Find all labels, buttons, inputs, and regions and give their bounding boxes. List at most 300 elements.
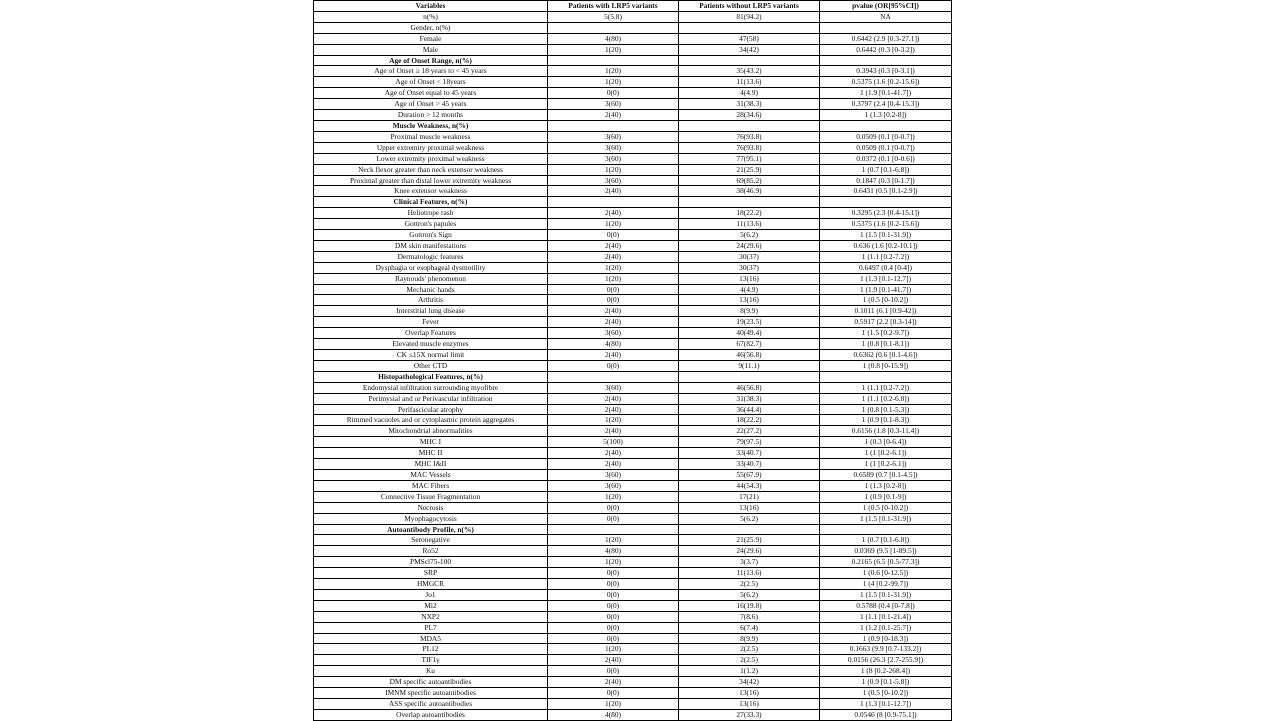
cell-variable: DM skin manifestations bbox=[314, 240, 548, 251]
cell-variable: Heliotrope rash bbox=[314, 208, 548, 219]
cell-with-lrp5: 2(40) bbox=[548, 677, 679, 688]
table-row bbox=[314, 295, 952, 306]
cell-with-lrp5: 5(100) bbox=[548, 437, 679, 448]
table-row bbox=[314, 709, 952, 720]
cell-pvalue: 0.0369 (9.5 [1-89.5]) bbox=[820, 546, 952, 557]
table-row bbox=[314, 240, 952, 251]
results-table bbox=[313, 0, 952, 721]
cell-with-lrp5: 2(40) bbox=[548, 393, 679, 404]
cell-with-lrp5: 1(20) bbox=[548, 44, 679, 55]
cell-with-lrp5: 0(0) bbox=[548, 88, 679, 99]
cell-without-lrp5: 67(82.7) bbox=[679, 339, 820, 350]
cell-without-lrp5: 13(16) bbox=[679, 688, 820, 699]
cell-pvalue: 0.1847 (0.3 [0-1.7]) bbox=[820, 175, 952, 186]
cell-with-lrp5: 3(60) bbox=[548, 382, 679, 393]
table-row bbox=[314, 655, 952, 666]
table-row bbox=[314, 284, 952, 295]
cell-with-lrp5: 3(60) bbox=[548, 142, 679, 153]
cell-with-lrp5: 1(20) bbox=[548, 219, 679, 230]
cell-variable: Perimysial and or Perivascular infiltration bbox=[314, 393, 548, 404]
table-row bbox=[314, 262, 952, 273]
cell-with-lrp5 bbox=[548, 197, 679, 208]
table-row bbox=[314, 350, 952, 361]
cell-variable: Overlap Features bbox=[314, 328, 548, 339]
cell-without-lrp5: 13(16) bbox=[679, 502, 820, 513]
table-row bbox=[314, 382, 952, 393]
table-row bbox=[314, 317, 952, 328]
cell-without-lrp5: 46(56.8) bbox=[679, 382, 820, 393]
cell-without-lrp5: 38(46.9) bbox=[679, 186, 820, 197]
cell-without-lrp5: 31(38.3) bbox=[679, 99, 820, 110]
table-row bbox=[314, 415, 952, 426]
table-row bbox=[314, 110, 952, 121]
table-row bbox=[314, 568, 952, 579]
table-row bbox=[314, 677, 952, 688]
cell-variable: PL7 bbox=[314, 622, 548, 633]
cell-without-lrp5 bbox=[679, 371, 820, 382]
cell-variable: Upper extremity proximal weakness bbox=[314, 142, 548, 153]
cell-with-lrp5 bbox=[548, 524, 679, 535]
table-row bbox=[314, 142, 952, 153]
cell-with-lrp5: 2(40) bbox=[548, 350, 679, 361]
cell-variable: DM specific autoantibodies bbox=[314, 677, 548, 688]
cell-with-lrp5: 2(40) bbox=[548, 240, 679, 251]
cell-variable: PL12 bbox=[314, 644, 548, 655]
cell-without-lrp5: 13(16) bbox=[679, 273, 820, 284]
header-with-lrp5: Patients with LRP5 variants bbox=[548, 1, 679, 12]
table-row bbox=[314, 404, 952, 415]
cell-pvalue: 1 (1.5 [0.1-31.9]) bbox=[820, 513, 952, 524]
cell-without-lrp5 bbox=[679, 524, 820, 535]
cell-variable: Mi2 bbox=[314, 600, 548, 611]
table-row bbox=[314, 611, 952, 622]
table-row bbox=[314, 688, 952, 699]
cell-variable: Connective Tissue Fragmentation bbox=[314, 491, 548, 502]
cell-variable: CK ≤15X normal limit bbox=[314, 350, 548, 361]
cell-without-lrp5: 11(13.6) bbox=[679, 219, 820, 230]
cell-pvalue: 0.0156 (26.3 [2.7-255.9]) bbox=[820, 655, 952, 666]
cell-without-lrp5: 81(94.2) bbox=[679, 11, 820, 22]
cell-without-lrp5: 9(11.1) bbox=[679, 360, 820, 371]
cell-without-lrp5: 76(93.8) bbox=[679, 131, 820, 142]
cell-pvalue: 0.3943 (0.3 [0-3.1]) bbox=[820, 66, 952, 77]
cell-pvalue: 0.6442 (0.3 [0-3.2]) bbox=[820, 44, 952, 55]
cell-variable: Gender, n(%) bbox=[314, 22, 548, 33]
cell-pvalue: 0.3797 (2.4 [0.4-15.3]) bbox=[820, 99, 952, 110]
cell-with-lrp5: 0(0) bbox=[548, 230, 679, 241]
cell-without-lrp5: 21(25.9) bbox=[679, 535, 820, 546]
cell-without-lrp5: 8(9.9) bbox=[679, 306, 820, 317]
cell-without-lrp5: 5(6.2) bbox=[679, 230, 820, 241]
cell-pvalue bbox=[820, 524, 952, 535]
cell-variable: Clinical Features, n(%) bbox=[314, 197, 548, 208]
cell-pvalue: 1 (1 [0.2-6.1]) bbox=[820, 448, 952, 459]
cell-without-lrp5: 3(3.7) bbox=[679, 557, 820, 568]
cell-pvalue: 1 (0.8 [0-15.9]) bbox=[820, 360, 952, 371]
cell-with-lrp5: 1(20) bbox=[548, 557, 679, 568]
cell-pvalue: 0.5917 (2.2 [0.3-14]) bbox=[820, 317, 952, 328]
cell-variable: Dysphagia or esophageal dysmotility bbox=[314, 262, 548, 273]
cell-variable: Age of Onset equal to 45 years bbox=[314, 88, 548, 99]
table-row bbox=[314, 579, 952, 590]
cell-variable: Neck flexor greater than neck extensor weakness bbox=[314, 164, 548, 175]
cell-with-lrp5: 0(0) bbox=[548, 611, 679, 622]
cell-pvalue: 1 (1.1 [0.2-6.8]) bbox=[820, 393, 952, 404]
cell-variable: Seronegative bbox=[314, 535, 548, 546]
table-row bbox=[314, 88, 952, 99]
cell-with-lrp5: 1(20) bbox=[548, 273, 679, 284]
cell-without-lrp5: 1(1.2) bbox=[679, 666, 820, 677]
cell-without-lrp5: 77(95.1) bbox=[679, 153, 820, 164]
table-row bbox=[314, 600, 952, 611]
cell-variable: Duration > 12 months bbox=[314, 110, 548, 121]
table-row bbox=[314, 448, 952, 459]
cell-variable: Raynouds' phenomenon bbox=[314, 273, 548, 284]
cell-pvalue: 1 (0.9 [0-18.3]) bbox=[820, 633, 952, 644]
table-row bbox=[314, 360, 952, 371]
cell-pvalue: 0.636 (1.6 [0.2-10.1]) bbox=[820, 240, 952, 251]
cell-pvalue: 1 (4 [0.2-99.7]) bbox=[820, 579, 952, 590]
table-row bbox=[314, 251, 952, 262]
table-row bbox=[314, 339, 952, 350]
cell-without-lrp5: 28(34.6) bbox=[679, 110, 820, 121]
cell-pvalue: 1 (0.5 [0-10.2]) bbox=[820, 295, 952, 306]
section-header-row bbox=[314, 371, 952, 382]
cell-pvalue: 1 (0.7 [0.1-6.8]) bbox=[820, 535, 952, 546]
table-row bbox=[314, 230, 952, 241]
cell-without-lrp5 bbox=[679, 120, 820, 131]
table-row bbox=[314, 393, 952, 404]
cell-without-lrp5: 34(42) bbox=[679, 677, 820, 688]
table-row bbox=[314, 469, 952, 480]
cell-without-lrp5: 4(4.9) bbox=[679, 88, 820, 99]
cell-without-lrp5: 19(23.5) bbox=[679, 317, 820, 328]
cell-variable: MDA5 bbox=[314, 633, 548, 644]
cell-variable: MAC Fibers bbox=[314, 480, 548, 491]
table-row bbox=[314, 306, 952, 317]
cell-pvalue: 0.5375 (1.6 [0.2-15.6]) bbox=[820, 219, 952, 230]
table-row bbox=[314, 437, 952, 448]
table-row bbox=[314, 77, 952, 88]
cell-pvalue: 1 (1 [0.2-6.1]) bbox=[820, 459, 952, 470]
table-row bbox=[314, 153, 952, 164]
cell-without-lrp5: 27(33.3) bbox=[679, 709, 820, 720]
cell-variable: Dermatologic features bbox=[314, 251, 548, 262]
cell-pvalue: 0.6497 (0.4 [0-4]) bbox=[820, 262, 952, 273]
cell-pvalue: 1 (1.5 [0.1-31.9]) bbox=[820, 589, 952, 600]
table-row bbox=[314, 66, 952, 77]
cell-with-lrp5: 3(60) bbox=[548, 175, 679, 186]
section-header-row bbox=[314, 120, 952, 131]
cell-without-lrp5: 13(16) bbox=[679, 699, 820, 710]
cell-pvalue: 0.6362 (0.6 [0.1-4.6]) bbox=[820, 350, 952, 361]
cell-pvalue bbox=[820, 371, 952, 382]
cell-with-lrp5: 3(60) bbox=[548, 469, 679, 480]
cell-pvalue: 1 (1.9 [0.1-41.7]) bbox=[820, 284, 952, 295]
table-row bbox=[314, 480, 952, 491]
cell-pvalue: 1 (0.8 [0.1-5.3]) bbox=[820, 404, 952, 415]
cell-without-lrp5: 33(40.7) bbox=[679, 459, 820, 470]
cell-with-lrp5: 1(20) bbox=[548, 699, 679, 710]
cell-pvalue: 1 (0.5 [0-10.2]) bbox=[820, 688, 952, 699]
cell-with-lrp5: 0(0) bbox=[548, 568, 679, 579]
table-row bbox=[314, 208, 952, 219]
cell-with-lrp5: 3(60) bbox=[548, 153, 679, 164]
table-row bbox=[314, 99, 952, 110]
cell-pvalue: 1 (1.3 [0.2-8]) bbox=[820, 110, 952, 121]
cell-pvalue bbox=[820, 22, 952, 33]
cell-pvalue: 0.5788 (0.4 [0-7.8]) bbox=[820, 600, 952, 611]
cell-variable: Elevated muscle enzymes bbox=[314, 339, 548, 350]
cell-with-lrp5: 1(20) bbox=[548, 66, 679, 77]
cell-with-lrp5: 0(0) bbox=[548, 622, 679, 633]
table-row bbox=[314, 699, 952, 710]
cell-with-lrp5: 0(0) bbox=[548, 589, 679, 600]
cell-with-lrp5: 2(40) bbox=[548, 459, 679, 470]
cell-pvalue bbox=[820, 120, 952, 131]
cell-variable: Male bbox=[314, 44, 548, 55]
cell-with-lrp5: 2(40) bbox=[548, 251, 679, 262]
header-row bbox=[314, 1, 952, 12]
cell-with-lrp5: 3(60) bbox=[548, 328, 679, 339]
cell-pvalue: 1 (1.1 [0.1-21.4]) bbox=[820, 611, 952, 622]
cell-without-lrp5: 2(2.5) bbox=[679, 644, 820, 655]
cell-with-lrp5: 3(60) bbox=[548, 131, 679, 142]
table-row bbox=[314, 131, 952, 142]
cell-variable: MHC I bbox=[314, 437, 548, 448]
cell-pvalue: 0.0509 (0.1 [0-0.7]) bbox=[820, 142, 952, 153]
cell-variable: Fever bbox=[314, 317, 548, 328]
cell-pvalue: 0.0546 (8 [0.9-75.1]) bbox=[820, 709, 952, 720]
cell-without-lrp5: 30(37) bbox=[679, 262, 820, 273]
cell-with-lrp5: 2(40) bbox=[548, 317, 679, 328]
table-row bbox=[314, 273, 952, 284]
cell-pvalue: 1 (8 [0.2-268.4]) bbox=[820, 666, 952, 677]
cell-variable: Lower extremity proximal weakness bbox=[314, 153, 548, 164]
cell-with-lrp5: 0(0) bbox=[548, 513, 679, 524]
cell-variable: Perifascicular atrophy bbox=[314, 404, 548, 415]
cell-pvalue: 1 (0.8 [0.1-8.1]) bbox=[820, 339, 952, 350]
cell-pvalue: NA bbox=[820, 11, 952, 22]
header-pvalue: pvalue (OR[95%CI]) bbox=[820, 1, 952, 12]
cell-without-lrp5: 11(13.6) bbox=[679, 568, 820, 579]
cell-pvalue: 0.6156 (1.8 [0.3-11.4]) bbox=[820, 426, 952, 437]
table-row bbox=[314, 328, 952, 339]
cell-without-lrp5: 33(40.7) bbox=[679, 448, 820, 459]
cell-without-lrp5: 30(37) bbox=[679, 251, 820, 262]
table-row bbox=[314, 219, 952, 230]
cell-variable: MAC Vessels bbox=[314, 469, 548, 480]
cell-with-lrp5: 4(80) bbox=[548, 709, 679, 720]
cell-pvalue: 1 (0.9 [0.1-9]) bbox=[820, 491, 952, 502]
cell-pvalue: 0.6442 (2.9 [0.3-27.1]) bbox=[820, 33, 952, 44]
cell-without-lrp5: 5(6.2) bbox=[679, 589, 820, 600]
table-row bbox=[314, 186, 952, 197]
cell-with-lrp5: 2(40) bbox=[548, 426, 679, 437]
cell-with-lrp5: 1(20) bbox=[548, 535, 679, 546]
cell-pvalue: 1 (0.7 [0.1-6.8]) bbox=[820, 164, 952, 175]
cell-with-lrp5: 2(40) bbox=[548, 306, 679, 317]
cell-pvalue: 0.6431 (0.5 [0.1-2.9]) bbox=[820, 186, 952, 197]
table-row bbox=[314, 513, 952, 524]
cell-variable: Other CTD bbox=[314, 360, 548, 371]
cell-without-lrp5 bbox=[679, 22, 820, 33]
cell-without-lrp5: 36(44.4) bbox=[679, 404, 820, 415]
table-row bbox=[314, 622, 952, 633]
section-header-row bbox=[314, 197, 952, 208]
cell-without-lrp5: 31(38.3) bbox=[679, 393, 820, 404]
cell-without-lrp5: 18(22.2) bbox=[679, 415, 820, 426]
cell-with-lrp5: 1(20) bbox=[548, 491, 679, 502]
cell-with-lrp5: 0(0) bbox=[548, 295, 679, 306]
table-row bbox=[314, 546, 952, 557]
cell-without-lrp5: 22(27.2) bbox=[679, 426, 820, 437]
cell-with-lrp5: 0(0) bbox=[548, 688, 679, 699]
header-without-lrp5: Patients without LRP5 variants bbox=[679, 1, 820, 12]
cell-variable: Ku bbox=[314, 666, 548, 677]
cell-variable: Jo1 bbox=[314, 589, 548, 600]
cell-pvalue: 1 (0.9 [0.1-5.8]) bbox=[820, 677, 952, 688]
cell-variable: TIF1γ bbox=[314, 655, 548, 666]
cell-without-lrp5: 13(16) bbox=[679, 295, 820, 306]
table-row bbox=[314, 633, 952, 644]
cell-pvalue: 0.1011 (6.1 [0.9-42]) bbox=[820, 306, 952, 317]
cell-variable: Knee extensor weakness bbox=[314, 186, 548, 197]
cell-without-lrp5: 55(67.9) bbox=[679, 469, 820, 480]
table-row bbox=[314, 644, 952, 655]
cell-pvalue: 0.2165 (6.5 [0.5-77.3]) bbox=[820, 557, 952, 568]
cell-without-lrp5: 47(58) bbox=[679, 33, 820, 44]
cell-pvalue: 1 (1.5 [0.2-9.7]) bbox=[820, 328, 952, 339]
cell-variable: Arthritis bbox=[314, 295, 548, 306]
cell-variable: MHC II bbox=[314, 448, 548, 459]
header-variables: Variables bbox=[314, 1, 548, 12]
cell-with-lrp5: 0(0) bbox=[548, 284, 679, 295]
cell-with-lrp5: 1(20) bbox=[548, 77, 679, 88]
cell-without-lrp5: 4(4.9) bbox=[679, 284, 820, 295]
cell-without-lrp5: 11(13.6) bbox=[679, 77, 820, 88]
cell-variable: Myophagocytosis bbox=[314, 513, 548, 524]
cell-variable: n(%) bbox=[314, 11, 548, 22]
cell-variable: HMGCR bbox=[314, 579, 548, 590]
table-row bbox=[314, 164, 952, 175]
cell-without-lrp5: 8(9.9) bbox=[679, 633, 820, 644]
cell-variable: Overlap autoantibodies bbox=[314, 709, 548, 720]
cell-without-lrp5: 2(2.5) bbox=[679, 655, 820, 666]
table-row bbox=[314, 22, 952, 33]
cell-with-lrp5: 0(0) bbox=[548, 633, 679, 644]
cell-without-lrp5: 2(2.5) bbox=[679, 579, 820, 590]
cell-without-lrp5: 24(29.6) bbox=[679, 546, 820, 557]
cell-without-lrp5 bbox=[679, 197, 820, 208]
cell-pvalue: 1 (1.1 [0.2-7.2]) bbox=[820, 382, 952, 393]
cell-with-lrp5: 1(20) bbox=[548, 644, 679, 655]
cell-variable: Female bbox=[314, 33, 548, 44]
cell-variable: Age of Onset Range, n(%) bbox=[314, 55, 548, 66]
cell-without-lrp5: 5(6.2) bbox=[679, 513, 820, 524]
cell-with-lrp5: 0(0) bbox=[548, 666, 679, 677]
cell-pvalue bbox=[820, 197, 952, 208]
cell-pvalue bbox=[820, 55, 952, 66]
cell-pvalue: 1 (1.5 [0.1-31.9]) bbox=[820, 230, 952, 241]
cell-with-lrp5: 5(5.8) bbox=[548, 11, 679, 22]
cell-variable: ASS specific autoantibodies bbox=[314, 699, 548, 710]
cell-variable: Muscle Weakness, n(%) bbox=[314, 120, 548, 131]
cell-pvalue: 1 (0.9 [0.1-8.3]) bbox=[820, 415, 952, 426]
cell-without-lrp5 bbox=[679, 55, 820, 66]
cell-with-lrp5: 1(20) bbox=[548, 262, 679, 273]
table-row bbox=[314, 11, 952, 22]
cell-with-lrp5 bbox=[548, 371, 679, 382]
cell-variable: NXP2 bbox=[314, 611, 548, 622]
cell-with-lrp5: 1(20) bbox=[548, 415, 679, 426]
cell-without-lrp5: 44(54.3) bbox=[679, 480, 820, 491]
cell-without-lrp5: 46(56.8) bbox=[679, 350, 820, 361]
cell-pvalue: 1 (1.3 [0.1-12.7]) bbox=[820, 699, 952, 710]
cell-without-lrp5: 76(93.8) bbox=[679, 142, 820, 153]
section-header-row bbox=[314, 524, 952, 535]
cell-variable: Gottron's papules bbox=[314, 219, 548, 230]
cell-with-lrp5: 0(0) bbox=[548, 579, 679, 590]
cell-pvalue: 1 (0.6 [0-12.5]) bbox=[820, 568, 952, 579]
cell-with-lrp5: 0(0) bbox=[548, 360, 679, 371]
cell-without-lrp5: 6(7.4) bbox=[679, 622, 820, 633]
cell-without-lrp5: 18(22.2) bbox=[679, 208, 820, 219]
cell-with-lrp5 bbox=[548, 55, 679, 66]
cell-variable: Histopathological Features, n(%) bbox=[314, 371, 548, 382]
cell-variable: Interstitial lung disease bbox=[314, 306, 548, 317]
cell-without-lrp5: 79(97.5) bbox=[679, 437, 820, 448]
cell-with-lrp5: 3(60) bbox=[548, 480, 679, 491]
cell-with-lrp5: 0(0) bbox=[548, 502, 679, 513]
cell-with-lrp5: 2(40) bbox=[548, 448, 679, 459]
cell-variable: Proximal muscle weakness bbox=[314, 131, 548, 142]
cell-pvalue: 1 (0.5 [0-10.2]) bbox=[820, 502, 952, 513]
cell-pvalue: 0.5375 (1.6 [0.2-15.6]) bbox=[820, 77, 952, 88]
cell-variable: Rimmed vacuoles and or cytoplasmic protein aggregates bbox=[314, 415, 548, 426]
cell-without-lrp5: 34(42) bbox=[679, 44, 820, 55]
section-header-row bbox=[314, 55, 952, 66]
cell-pvalue: 0.1663 (9.9 [0.7-133.2]) bbox=[820, 644, 952, 655]
cell-without-lrp5: 40(49.4) bbox=[679, 328, 820, 339]
cell-variable: Gottron's Sign bbox=[314, 230, 548, 241]
table-row bbox=[314, 502, 952, 513]
cell-variable: Age of Onset > 45 years bbox=[314, 99, 548, 110]
cell-without-lrp5: 7(8.6) bbox=[679, 611, 820, 622]
cell-with-lrp5: 4(80) bbox=[548, 339, 679, 350]
cell-without-lrp5: 35(43.2) bbox=[679, 66, 820, 77]
table-header bbox=[314, 1, 952, 12]
cell-pvalue: 0.0372 (0.1 [0-0.6]) bbox=[820, 153, 952, 164]
table-row bbox=[314, 589, 952, 600]
cell-pvalue: 1 (1.2 [0.1-25.7]) bbox=[820, 622, 952, 633]
table-row bbox=[314, 44, 952, 55]
cell-pvalue: 0.6589 (0.7 [0.1-4.5]) bbox=[820, 469, 952, 480]
cell-variable: Autoantibody Profile, n(%) bbox=[314, 524, 548, 535]
table-row bbox=[314, 426, 952, 437]
cell-with-lrp5: 4(80) bbox=[548, 546, 679, 557]
cell-with-lrp5: 0(0) bbox=[548, 600, 679, 611]
cell-with-lrp5: 2(40) bbox=[548, 404, 679, 415]
cell-pvalue: 1 (1.9 [0.1-41.7]) bbox=[820, 88, 952, 99]
cell-with-lrp5: 2(40) bbox=[548, 110, 679, 121]
table-row bbox=[314, 666, 952, 677]
cell-with-lrp5: 1(20) bbox=[548, 164, 679, 175]
cell-with-lrp5: 3(60) bbox=[548, 99, 679, 110]
cell-without-lrp5: 24(29.6) bbox=[679, 240, 820, 251]
table-row bbox=[314, 491, 952, 502]
cell-pvalue: 1 (1.3 [0.1-12.7]) bbox=[820, 273, 952, 284]
